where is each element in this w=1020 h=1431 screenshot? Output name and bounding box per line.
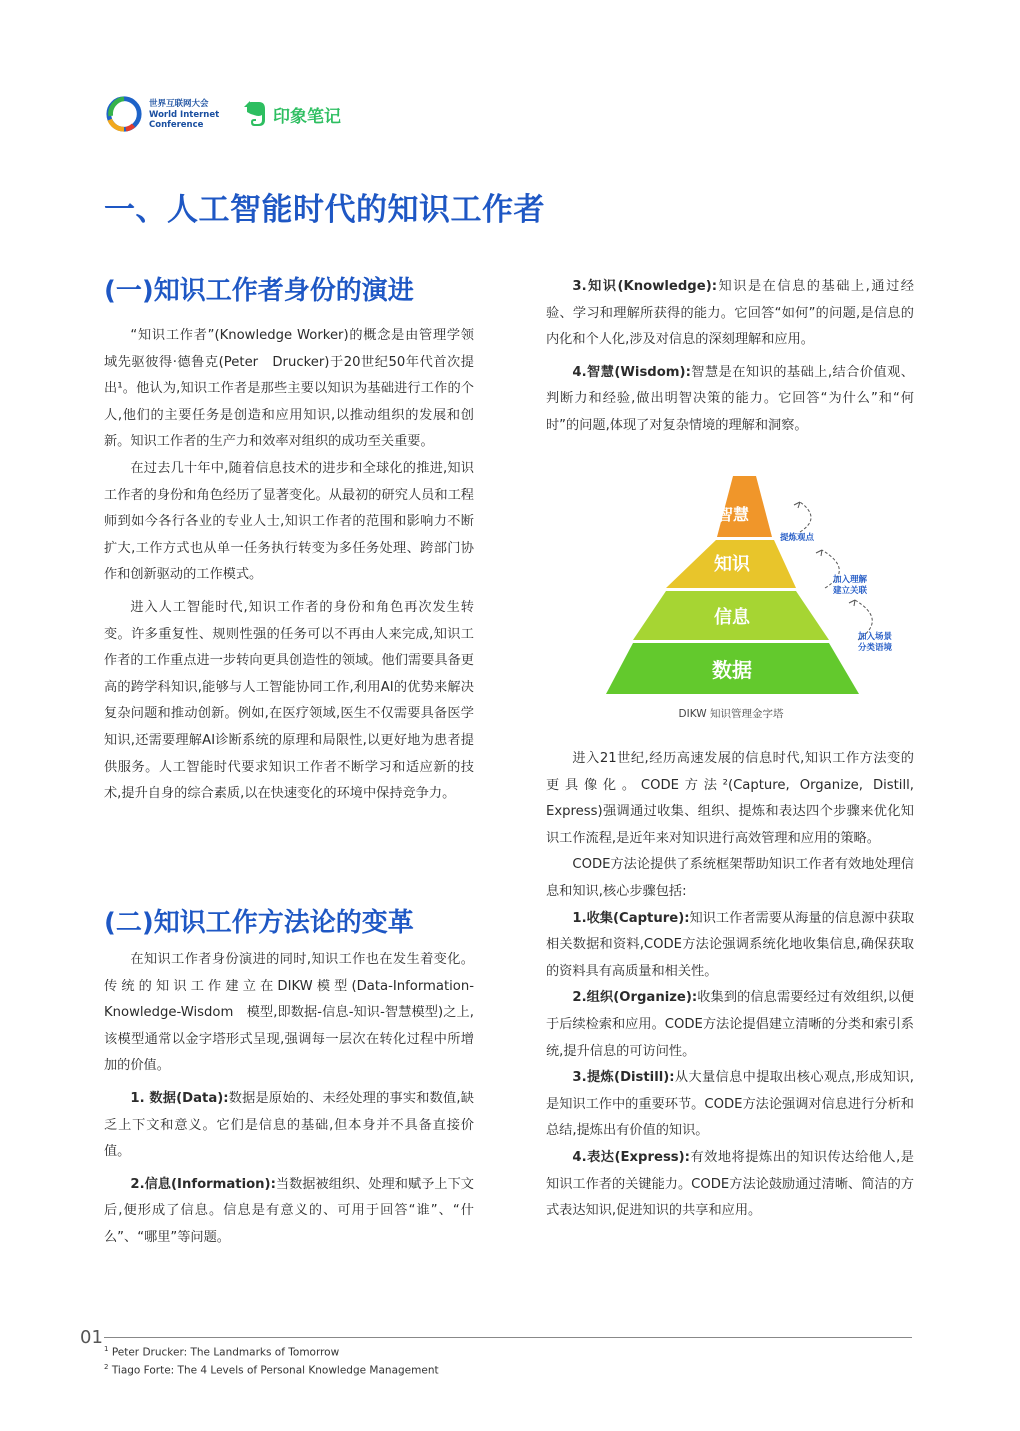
item-text: 从大量信息中提取出核心观点,形成知识,是知识工作中的重要环节。CODE方法论强调对信息进行分析和总结,提炼出有价值的知识。 — [546, 1070, 914, 1139]
list-item — [104, 1172, 474, 1252]
list-item — [546, 906, 914, 986]
footnote-2: $^2$ Tiago Forte: The 4 Levels of Personal Knowledge Management — [104, 1363, 439, 1377]
item-text: 收集到的信息需要经过有效组织,以便于后续检索和应用。CODE方法论提倡建立清晰的分类和索引系统,提升信息的可访问性。 — [546, 990, 914, 1059]
arrow-head-icon — [849, 600, 855, 606]
list-item — [546, 360, 914, 440]
section-2-heading: (二)知识工作方法论的变革 — [104, 908, 414, 938]
section-1-body — [104, 323, 474, 808]
pyramid-label-knowledge: 知识 — [714, 554, 750, 575]
paragraph: CODE方法论提供了系统框架帮助知识工作者有效地处理信息和知识,核心步骤包括: — [546, 857, 914, 899]
page-number: 01 — [80, 1327, 103, 1348]
elephant-icon — [242, 100, 268, 128]
wic-logo — [105, 95, 235, 137]
pyramid-annotation-3: 加入场景分类语境 — [858, 632, 893, 653]
pyramid-label-data: 数据 — [712, 658, 752, 682]
paragraph: “知识工作者”(Knowledge Worker)的概念是由管理学领域先驱彼得·德鲁克(Peter Drucker)于20世纪50年代首次提出¹。他认为,知识工作者是那些主要以知识为基础进行工作的个人,他们的主要任务是创造和应用知识,以推动组织的发展和创新。知识工作者的生产力和效率对组织的成功至关重要。 — [104, 328, 474, 450]
list-item — [546, 274, 914, 354]
wic-logo-icon — [105, 95, 143, 133]
list-item — [546, 1065, 914, 1145]
paragraph: 进入人工智能时代,知识工作者的身份和角色再次发生转变。许多重复性、规则性强的任务可以不再由人来完成,知识工作者的工作重点进一步转向更具创造性的领域。他们需要具备更高的跨学科知识,能够与人工智能协同工作,利用AI的优势来解决复杂问题和推动创新。例如,在医疗领域,医生不仅需要具备医学知识,还需要理解AI诊断系统的原理和局限性,以更好地为患者提供服务。人工智能时代要求知识工作者不断学习和适应新的技术,提升自身的综合素质,以在快速变化的环境中保持竞争力。 — [104, 599, 474, 802]
item-label: 4.智慧(Wisdom): — [572, 364, 691, 380]
pyramid-label-information: 信息 — [714, 607, 750, 628]
paragraph: 在过去几十年中,随着信息技术的进步和全球化的推进,知识工作者的身份和角色经历了显著变化。从最初的研究人员和工程师到如今各行各业的专业人士,知识工作者的范围和影响力不断扩大,工作方式也从单一任务执行转变为多任务处理、跨部门协作和创新驱动的工作模式。 — [104, 460, 474, 583]
item-label: 3.知识(Knowledge): — [572, 279, 717, 294]
item-label: 1.收集(Capture): — [572, 910, 690, 926]
pyramid-annotation-2: 加入理解建立关联 — [833, 575, 868, 596]
figure-caption: DIKW 知识管理金字塔 — [678, 708, 784, 720]
footer-divider — [104, 1337, 912, 1338]
pyramid-label-wisdom: 智慧 — [716, 505, 750, 524]
list-item — [546, 1145, 914, 1225]
wic-logo-text: 世界互联网大会 World Internet Conference — [149, 99, 220, 130]
section-2-body-right — [546, 274, 914, 440]
arrow-head-icon — [816, 550, 822, 556]
section-2-body — [104, 947, 474, 1252]
item-text: 当数据被组织、处理和赋予上下文后,便形成了信息。信息是有意义的、可用于回答“谁”、“什么”、“哪里”等问题。 — [104, 1176, 474, 1245]
section-1-heading: (一)知识工作者身份的演进 — [104, 276, 414, 306]
item-label: 4.表达(Express): — [572, 1149, 690, 1165]
item-text: 知识工作者需要从海量的信息源中获取相关数据和资料,CODE方法论强调系统化地收集信息,确保获取的资料具有高质量和相关性。 — [546, 910, 915, 979]
arrow-head-icon — [794, 502, 800, 508]
item-text: 智慧是在知识的基础上,结合价值观、判断力和经验,做出明智决策的能力。它回答“为什么”和“何时”的问题,体现了对复杂情境的理解和洞察。 — [546, 364, 914, 433]
item-label: 3.提炼(Distill): — [572, 1070, 675, 1086]
item-text: 知识是在信息的基础上,通过经验、学习和理解所获得的能力。它回答“如何”的问题,是信息的内化和个人化,涉及对信息的深刻理解和应用。 — [546, 279, 914, 348]
list-item — [104, 1086, 474, 1166]
item-text: 有效地将提炼出的知识传达给他人,是知识工作者的关键能力。CODE方法论鼓励通过清晰、简洁的方式表达知识,促进知识的共享和应用。 — [546, 1149, 914, 1219]
page-title: 一、人工智能时代的知识工作者 — [104, 192, 545, 228]
list-item — [546, 985, 914, 1065]
evernote-label: 印象笔记 — [273, 107, 341, 127]
arrow-icon — [800, 502, 811, 532]
paragraph: 在知识工作者身份演进的同时,知识工作也在发生着变化。传统的知识工作建立在DIKW模型(Data-Information-Knowledge-Wisdom 模型,即数据-信息-知识-智慧模型)之上,该模型通常以金字塔形式呈现,强调每一层次在转化过程中所增加的价值。 — [104, 952, 474, 1074]
code-method-body — [546, 746, 914, 1225]
paragraph: 进入21世纪,经历高速发展的信息时代,知识工作方法变的更具像化。CODE方法²(Capture, Organize, Distill, Express)强调通过收集、组织、提炼和表达四个步骤来优化知识工作流程,是近年来对知识进行高效管理和应用的策略。 — [546, 751, 914, 846]
footnote-1: $^1$ Peter Drucker: The Landmarks of Tomorrow — [104, 1345, 340, 1359]
item-label: 1. 数据(Data): — [130, 1090, 229, 1106]
item-text: 数据是原始的、未经处理的事实和数值,缺乏上下文和意义。它们是信息的基础,但本身并不具备直接价值。 — [104, 1090, 474, 1160]
dikw-pyramid — [600, 470, 920, 700]
pyramid-annotation-1: 提炼观点 — [780, 533, 815, 543]
item-label: 2.信息(Information): — [130, 1176, 276, 1192]
item-label: 2.组织(Organize): — [572, 990, 698, 1006]
